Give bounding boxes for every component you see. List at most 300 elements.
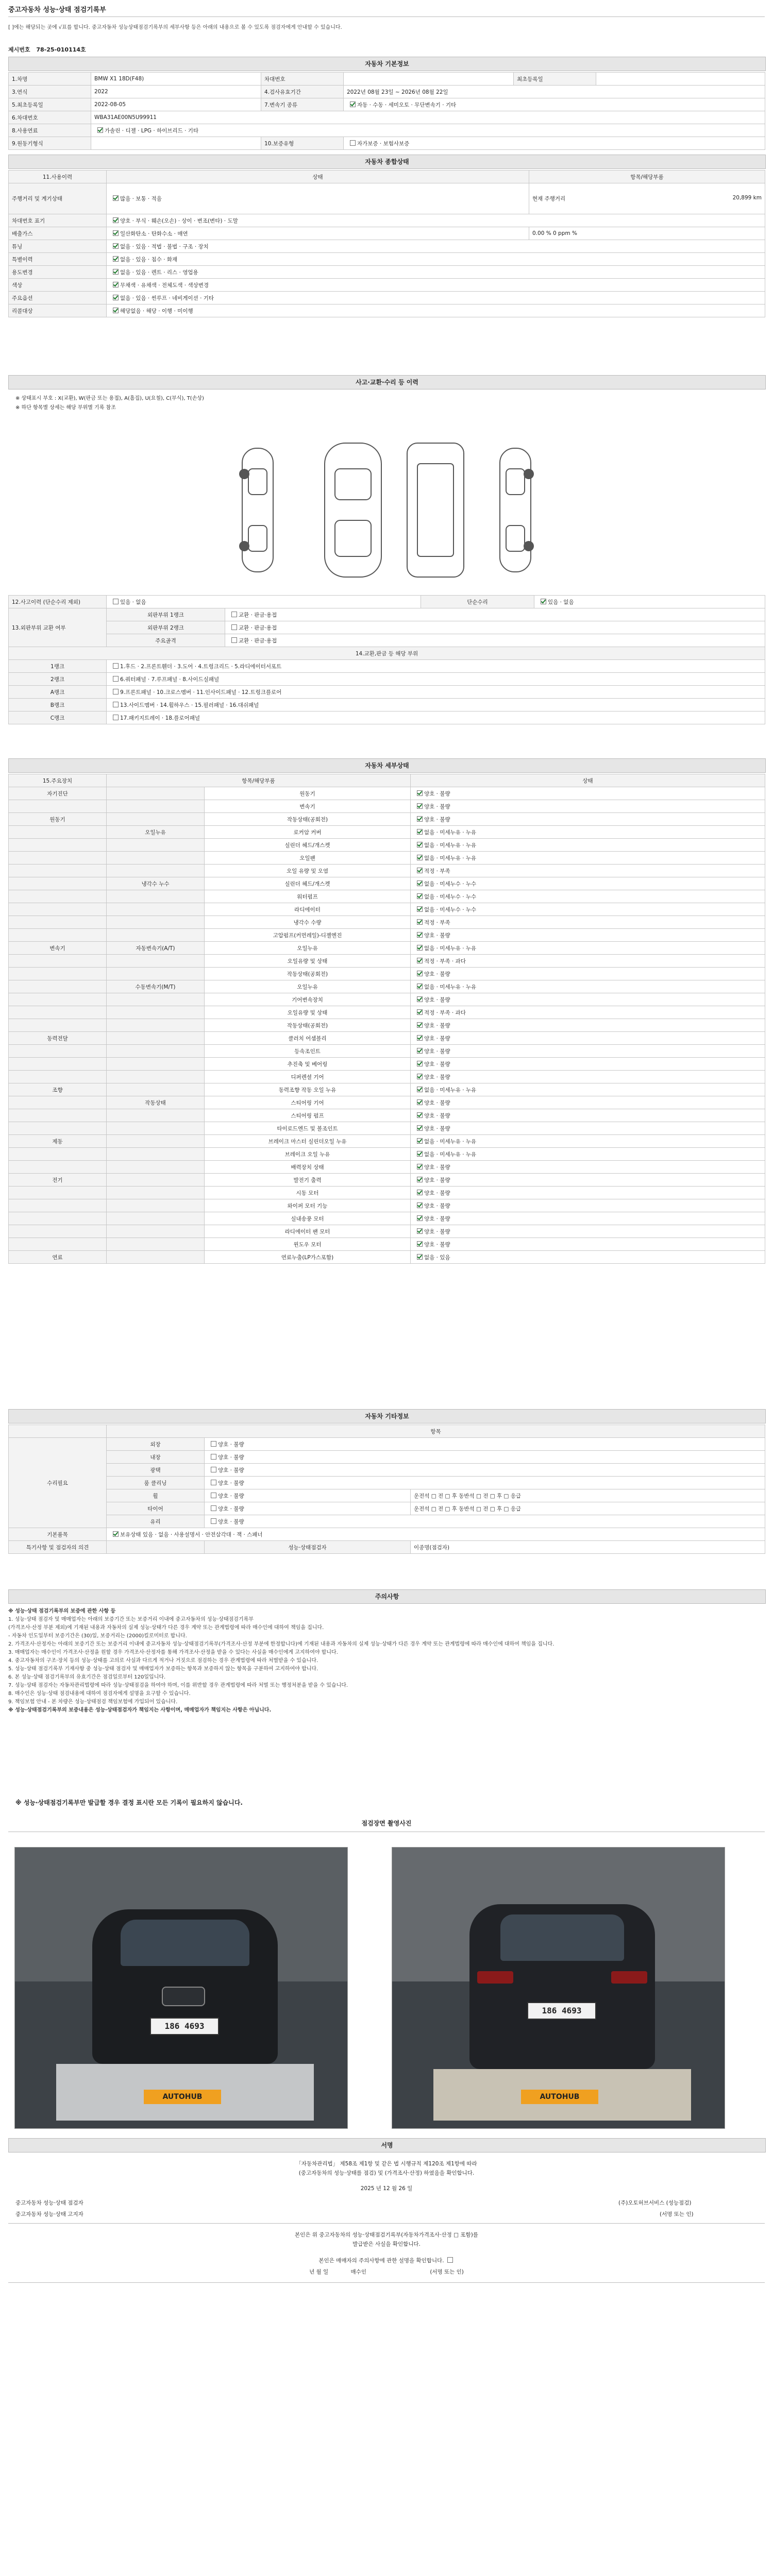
detail-group <box>9 865 107 877</box>
detail-group: 연료 <box>9 1251 107 1264</box>
checkbox-icon[interactable] <box>113 308 119 313</box>
checkbox-icon[interactable] <box>211 1505 216 1511</box>
pricer-label: 중고자동차 성능·상태 고지자 <box>15 2211 83 2217</box>
note-line: 5. 성능·상태 점검기록부 기재사항 중 성능·상태 점검자 및 매매업자가 보증하는 항목과 보증하지 않는 항목을 구분하여 고지하여야 합니다. <box>8 1666 318 1672</box>
tail-light-icon <box>477 1971 513 1984</box>
detail-state: 양호 · 불량 <box>411 968 765 980</box>
checkbox-icon[interactable] <box>113 195 119 201</box>
detail-row <box>9 1058 765 1071</box>
detail-state: 없음 · 미세누유 · 누유 <box>411 839 765 852</box>
checkbox-icon[interactable] <box>417 958 423 963</box>
detail-row <box>9 1251 765 1264</box>
detail-group: 자기진단 <box>9 787 107 800</box>
checkbox-icon[interactable] <box>417 1099 423 1105</box>
note-line: ※ 성능·상태 점검기록부의 보증에 관한 사항 등 <box>8 1608 116 1614</box>
detail-sub <box>107 890 205 903</box>
detail-item: 오일유량 및 상태 <box>205 1006 411 1019</box>
detail-row <box>9 916 765 929</box>
detail-group <box>9 1045 107 1058</box>
detail-state: 없음 · 미세누유 · 누유 <box>411 1148 765 1161</box>
checkbox-icon[interactable] <box>417 816 423 822</box>
checkbox-icon[interactable] <box>417 1035 423 1041</box>
detail-sub <box>107 968 205 980</box>
detail-group <box>9 800 107 813</box>
checkbox-icon[interactable] <box>417 893 423 899</box>
detail-state: 양호 · 불량 <box>411 1045 765 1058</box>
detail-sub <box>107 993 205 1006</box>
detail-item: 오일유량 및 상태 <box>205 955 411 968</box>
detail-sub <box>107 1071 205 1083</box>
note-line: 7. 성능·상태 점검자는 자동차관리법령에 따라 성능·상태점검을 하여야 하며, 이를 위반할 경우 관계법령에 따라 처벌 또는 행정처분을 받을 수 있습니다. <box>8 1683 348 1688</box>
checkbox-icon[interactable] <box>113 663 119 669</box>
basic-label-name: 1.차명 <box>9 73 91 86</box>
checkbox-icon[interactable] <box>541 599 546 604</box>
checkbox-icon[interactable] <box>417 1228 423 1234</box>
detail-row <box>9 929 765 942</box>
detail-item: 배력장치 상태 <box>205 1161 411 1174</box>
detail-row <box>9 1225 765 1238</box>
detail-group <box>9 1148 107 1161</box>
checkbox-icon[interactable] <box>231 637 237 643</box>
detail-sub <box>107 1058 205 1071</box>
checkbox-icon[interactable] <box>350 140 356 146</box>
general-row-state: 없음 · 있음 · 적법 · 불법 · 구조 · 장치 <box>107 240 765 253</box>
checkbox-icon[interactable] <box>113 1531 119 1537</box>
detail-row <box>9 800 765 813</box>
checkbox-icon[interactable] <box>113 217 119 223</box>
detail-group: 동력전달 <box>9 1032 107 1045</box>
general-row-state: 일산화탄소 · 탄화수소 · 매연 <box>107 227 529 240</box>
detail-group <box>9 877 107 890</box>
accident-row-sub: 외판부위 2랭크 <box>107 621 225 634</box>
detail-state: 양호 · 불량 <box>411 1199 765 1212</box>
basic-info-table <box>8 72 765 150</box>
note-line: (가격조사·산정 부분 제외)에 기재된 내용과 자동차의 실제 성능·상태가 다른 경우 계약 또는 관계법령에 따라 매수인에 대하여 책임을 집니다. <box>8 1625 324 1631</box>
general-row-label: 차대번호 표기 <box>9 214 107 227</box>
detail-row <box>9 1148 765 1161</box>
detail-state: 없음 · 미세누유 · 누유 <box>411 980 765 993</box>
detail-item: 워터펌프 <box>205 890 411 903</box>
detail-state: 없음 · 미세누수 · 누수 <box>411 890 765 903</box>
checkbox-icon[interactable] <box>113 295 119 300</box>
basic-label-year: 3.연식 <box>9 86 91 98</box>
accident-row-label2: 단순수리 <box>421 596 534 608</box>
checkbox-icon[interactable] <box>113 715 119 720</box>
other-row-label: 룸 클리닝 <box>107 1477 205 1489</box>
section-photos-title: 점검장면 촬영사진 <box>361 1820 412 1827</box>
checkbox-icon[interactable] <box>113 676 119 682</box>
general-row-label: 주행거리 및 계기상태 <box>9 183 107 214</box>
checkbox-icon[interactable] <box>211 1493 216 1498</box>
receiver-line: 본인은 매매자의 주의사항에 관한 설명을 확인합니다. <box>8 2257 765 2264</box>
checkbox-icon[interactable] <box>417 906 423 912</box>
checkbox-icon[interactable] <box>417 984 423 989</box>
note-line: 4. 중고자동차의 구조·장치 등의 성능·상태를 고의로 사실과 다르게 적거나 거짓으로 점검하는 경우 관계법령에 따라 처벌받을 수 있습니다. <box>8 1658 318 1664</box>
detail-sub <box>107 1135 205 1148</box>
checkbox-icon[interactable] <box>417 1164 423 1170</box>
detail-state: 없음 · 미세누수 · 누수 <box>411 877 765 890</box>
detail-sub <box>107 1187 205 1199</box>
general-row-label: 특별이력 <box>9 253 107 266</box>
detail-state: 없음 · 미세누유 · 누유 <box>411 1135 765 1148</box>
detail-group <box>9 826 107 839</box>
checkbox-icon[interactable] <box>113 689 119 694</box>
section-other-title: 자동차 기타정보 <box>8 1409 766 1423</box>
notice-text: [ ]에는 해당되는 곳에 √표를 합니다. 중고자동차 성능상태점검기록부의 세부사항 등은 아래의 내용으로 볼 수 있도록 점검자에게 안내할 수 있습니다. <box>8 25 342 30</box>
detail-item: 작동상태(공회전) <box>205 1019 411 1032</box>
general-head-state: 상태 <box>107 171 529 183</box>
note-line: 2. 가격조사·산정자는 아래의 보증기간 또는 보증거리 이내에 중고자동차 성능·상태점검기록부(가격조사·산정 부분에 한정합니다)에 기재된 내용과 자동차의 실제 성능·상태가 다른 경우 계약 또는 관계법령에 따라 매수인에 대하여 책임을 집니다. <box>8 1641 554 1647</box>
other-row-label: 유리 <box>107 1515 205 1528</box>
other-row-label: 내장 <box>107 1451 205 1464</box>
detail-sub <box>107 903 205 916</box>
checkbox-icon[interactable] <box>417 1138 423 1144</box>
detail-sub <box>107 800 205 813</box>
checkbox-icon[interactable] <box>417 1048 423 1054</box>
checkbox-icon[interactable] <box>211 1467 216 1472</box>
detail-group <box>9 955 107 968</box>
note-line: - 자동차 인도일부터 보증기간은 (30)일, 보증거리는 (2000)킬로미터로 합니다. <box>8 1633 187 1639</box>
detail-row <box>9 839 765 852</box>
brand-sign: AUTOHUB <box>521 2090 598 2104</box>
other-row-label: 광택 <box>107 1464 205 1477</box>
sign-date-2: 년 월 일 매수인 (서명 또는 인) <box>309 2269 464 2275</box>
detail-head-device: 15.주요장치 <box>9 774 107 787</box>
detail-state: 적정 · 부족 <box>411 865 765 877</box>
basic-label-vin: 차대번호 <box>261 73 344 86</box>
detail-sub <box>107 955 205 968</box>
checkbox-icon[interactable] <box>417 932 423 938</box>
inspector-value: (주)오토허브서비스 (성능점검) <box>618 2200 692 2206</box>
detail-state: 적정 · 부족 <box>411 916 765 929</box>
buyer-line-2: 발급받은 사실을 확인합니다. <box>352 2241 421 2247</box>
detail-state: 양호 · 불량 <box>411 1212 765 1225</box>
checkbox-icon[interactable] <box>417 880 423 886</box>
checkbox-icon[interactable] <box>97 127 103 133</box>
detail-sub: 수동변속기(M/T) <box>107 980 205 993</box>
checkbox-icon[interactable] <box>417 1087 423 1092</box>
detail-state: 양호 · 불량 <box>411 1096 765 1109</box>
detail-item: 브레이크 오일 누유 <box>205 1148 411 1161</box>
accident-row-opts: 교환 · 판금·용접 <box>225 608 765 621</box>
detail-row <box>9 1006 765 1019</box>
checkbox-icon[interactable] <box>211 1480 216 1485</box>
parts-title: 14.교환,판금 등 해당 부위 <box>9 647 765 660</box>
detail-item: 오일누유 <box>205 942 411 955</box>
detail-sub <box>107 916 205 929</box>
checkbox-icon[interactable] <box>417 1202 423 1208</box>
detail-row <box>9 1045 765 1058</box>
detail-row <box>9 993 765 1006</box>
detail-item: 작동상태(공회전) <box>205 968 411 980</box>
general-row-state: 없음 · 있음 · 렌트 · 리스 · 영업용 <box>107 266 765 279</box>
checkbox-icon[interactable] <box>417 945 423 951</box>
detail-sub <box>107 1199 205 1212</box>
checkbox-icon[interactable] <box>417 790 423 796</box>
parts-items: 6.쿼터패널 · 7.루프패널 · 8.사이드실패널 <box>107 673 765 686</box>
detail-group <box>9 1161 107 1174</box>
detail-sub <box>107 1251 205 1264</box>
detail-state: 양호 · 불량 <box>411 813 765 826</box>
checkbox-icon[interactable] <box>447 2257 453 2263</box>
detail-item: 타이로드엔드 및 볼조인트 <box>205 1122 411 1135</box>
checkbox-icon[interactable] <box>417 855 423 860</box>
detail-item: 냉각수 수량 <box>205 916 411 929</box>
detail-head-state: 상태 <box>411 774 765 787</box>
accident-row-opts: 교환 · 판금·용접 <box>225 621 765 634</box>
detail-group: 원동기 <box>9 813 107 826</box>
detail-item: 변속기 <box>205 800 411 813</box>
detail-row <box>9 968 765 980</box>
detail-group <box>9 1019 107 1032</box>
accident-legend-2: ※ 하단 항목별 상세는 해당 부위별 기록 참조 <box>15 405 116 411</box>
detail-group <box>9 839 107 852</box>
detail-sub <box>107 1122 205 1135</box>
checkbox-icon[interactable] <box>417 842 423 848</box>
checkbox-icon[interactable] <box>113 243 119 249</box>
checkbox-icon[interactable] <box>231 612 237 617</box>
section-notes-title: 주의사항 <box>8 1589 766 1604</box>
basic-value-year: 2022 <box>91 86 261 98</box>
car-outline-icon <box>222 433 551 587</box>
detail-state: 없음 · 미세누유 · 누유 <box>411 942 765 955</box>
detail-sub <box>107 1006 205 1019</box>
general-row-state: 없음 · 있음 · 침수 · 화재 <box>107 253 765 266</box>
general-head-parts: 항목/해당부품 <box>529 171 765 183</box>
general-row-label: 튜닝 <box>9 240 107 253</box>
other-info-table <box>8 1425 765 1554</box>
detail-item: 오일팬 <box>205 852 411 865</box>
basic-value-regdate: 2022-08-05 <box>91 98 261 111</box>
detail-group <box>9 1058 107 1071</box>
detail-sub <box>107 1019 205 1032</box>
checkbox-icon[interactable] <box>417 1215 423 1221</box>
detail-sub <box>107 839 205 852</box>
detail-row <box>9 1174 765 1187</box>
basic-label-firstreg: 최초등록일 <box>514 73 596 86</box>
checkbox-icon[interactable] <box>417 868 423 873</box>
checkbox-icon[interactable] <box>231 624 237 630</box>
detail-state: 양호 · 불량 <box>411 1187 765 1199</box>
checkbox-icon[interactable] <box>113 269 119 275</box>
detail-group: 변속기 <box>9 942 107 955</box>
detail-row <box>9 826 765 839</box>
opinion-label: 특기사항 및 점검자의 의견 <box>9 1541 107 1554</box>
detail-sub: 냉각수 누수 <box>107 877 205 890</box>
detail-state: 양호 · 불량 <box>411 1071 765 1083</box>
general-row-label: 주요옵션 <box>9 292 107 304</box>
checkbox-icon[interactable] <box>417 1112 423 1118</box>
detail-state: 양호 · 불량 <box>411 1058 765 1071</box>
parts-items: 17.패키지트레이 · 18.플로어패널 <box>107 711 765 724</box>
checkbox-icon[interactable] <box>417 1061 423 1066</box>
detail-row <box>9 877 765 890</box>
detail-group <box>9 980 107 993</box>
detail-state: 적정 · 부족 · 과다 <box>411 955 765 968</box>
license-plate: 186 4693 <box>150 2018 219 2035</box>
recipient-sign: (서명 또는 인) <box>430 2269 464 2275</box>
parts-items: 9.프론트패널 · 10.크로스멤버 · 11.인사이드패널 · 12.트렁크플로어 <box>107 686 765 699</box>
checkbox-icon[interactable] <box>417 1241 423 1247</box>
detail-sub <box>107 1045 205 1058</box>
general-row-state: 많음 · 보통 · 적음 <box>107 183 529 214</box>
checkbox-icon[interactable] <box>211 1454 216 1460</box>
note-line: 3. 매매업자는 매수인이 가격조사·산정을 원할 경우 가격조사·산정자를 통해 가격조사·산정을 받을 수 있다는 사실을 매수인에게 고지하여야 합니다. <box>8 1650 338 1655</box>
checkbox-icon[interactable] <box>417 1254 423 1260</box>
detail-row <box>9 1083 765 1096</box>
general-row-state: 무채색 · 유채색 · 전체도색 · 색상변경 <box>107 279 765 292</box>
detail-group <box>9 1122 107 1135</box>
detail-item: 디퍼렌셜 기어 <box>205 1071 411 1083</box>
checkbox-icon[interactable] <box>113 282 119 287</box>
car-rear-window <box>500 1914 624 1961</box>
basic-value-vin <box>344 73 514 86</box>
other-row-state: 양호 · 불량 <box>205 1489 411 1502</box>
notes-emphasis: ※ 성능·상태점검기록부만 발급할 경우 결정 표시란 모든 기록이 필요하지 않습니다. <box>15 1799 243 1806</box>
detail-state: 양호 · 불량 <box>411 1032 765 1045</box>
basic-items-state: 보유상태 있음 · 없음 · 사용설명서 · 안전삼각대 · 잭 · 스패너 <box>107 1528 765 1541</box>
other-row-extra: 운전석 □ 전 □ 후 동반석 □ 전 □ 후 □ 응급 <box>411 1489 765 1502</box>
detail-item: 와이퍼 모터 기능 <box>205 1199 411 1212</box>
detail-row <box>9 1032 765 1045</box>
detail-row <box>9 865 765 877</box>
checkbox-icon[interactable] <box>417 1177 423 1182</box>
detail-item: 로커암 커버 <box>205 826 411 839</box>
basic-value-warranty: 자가보증 · 보험사보증 <box>344 137 765 150</box>
kidney-grille-icon <box>162 1987 205 2006</box>
accident-row-opts: 교환 · 판금·용접 <box>225 634 765 647</box>
detail-item: 실내송풍 모터 <box>205 1212 411 1225</box>
detail-item: 발전기 출력 <box>205 1174 411 1187</box>
other-row-state: 양호 · 불량 <box>205 1515 765 1528</box>
accident-row-sub: 외판부위 1랭크 <box>107 608 225 621</box>
checkbox-icon[interactable] <box>417 1125 423 1131</box>
parts-items: 1.후드 · 2.프론트휀더 · 3.도어 · 4.트렁크리드 · 5.라디에이터서포트 <box>107 660 765 673</box>
detail-row <box>9 1122 765 1135</box>
checkbox-icon[interactable] <box>417 1151 423 1157</box>
checkbox-icon[interactable] <box>417 971 423 976</box>
detail-item: 동력조향 작동 오일 누유 <box>205 1083 411 1096</box>
detail-group: 조향 <box>9 1083 107 1096</box>
notes-list <box>8 1607 761 1715</box>
basic-value-chassis: WBA31AE00N5U99911 <box>91 111 765 124</box>
detail-row <box>9 890 765 903</box>
checkbox-icon[interactable] <box>113 256 119 262</box>
checkbox-icon[interactable] <box>417 1074 423 1079</box>
tail-light-icon <box>611 1971 647 1984</box>
checkbox-icon[interactable] <box>113 230 119 236</box>
basic-items-label: 기본품목 <box>9 1528 107 1541</box>
detail-row <box>9 1109 765 1122</box>
detail-item: 고압펌프(커먼레일)-디젤엔진 <box>205 929 411 942</box>
general-row-label: 리콜대상 <box>9 304 107 317</box>
section-basic-title: 자동차 기본정보 <box>8 57 766 71</box>
basic-label-chassis: 6.차대번호 <box>9 111 91 124</box>
checkbox-icon[interactable] <box>417 803 423 809</box>
brand-sign: AUTOHUB <box>144 2090 221 2104</box>
detail-state: 양호 · 불량 <box>411 1238 765 1251</box>
checkbox-icon[interactable] <box>417 829 423 835</box>
detail-state: 없음 · 미세누수 · 누수 <box>411 903 765 916</box>
detail-sub <box>107 1109 205 1122</box>
checkbox-icon[interactable] <box>350 101 356 107</box>
detail-state: 없음 · 미세누유 · 누유 <box>411 852 765 865</box>
basic-value-validity: 2022년 08월 23일 ~ 2026년 08월 22일 <box>344 86 765 98</box>
other-head: 항목 <box>107 1425 765 1438</box>
detail-row <box>9 1212 765 1225</box>
note-line: 1. 성능·상태 점검자 및 매매업자는 아래의 보증기간 또는 보증거리 이내에 중고자동차의 성능·상태점검기록부 <box>8 1617 254 1622</box>
detail-row <box>9 787 765 800</box>
doc-number-value: 78-25-010114호 <box>36 46 86 53</box>
other-row-label: 타이어 <box>107 1502 205 1515</box>
checkbox-icon[interactable] <box>113 702 119 707</box>
basic-label-warranty: 10.보증유형 <box>261 137 344 150</box>
checkbox-icon[interactable] <box>417 996 423 1002</box>
checkbox-icon[interactable] <box>211 1518 216 1524</box>
car-windshield <box>121 1920 249 1966</box>
detail-sub <box>107 787 205 800</box>
detail-state: 적정 · 부족 · 과다 <box>411 1006 765 1019</box>
detail-group <box>9 1006 107 1019</box>
checkbox-icon[interactable] <box>211 1441 216 1447</box>
detail-row <box>9 1096 765 1109</box>
detail-group <box>9 1109 107 1122</box>
checkbox-icon[interactable] <box>417 1190 423 1195</box>
other-row-state: 양호 · 불량 <box>205 1451 765 1464</box>
detail-sub <box>107 1212 205 1225</box>
other-row-extra: 운전석 □ 전 □ 후 동반석 □ 전 □ 후 □ 응급 <box>411 1502 765 1515</box>
detail-sub <box>107 1032 205 1045</box>
detail-item: 라디에이터 <box>205 903 411 916</box>
detail-table <box>8 774 765 1264</box>
detail-sub: 오일누유 <box>107 826 205 839</box>
detail-sub <box>107 1238 205 1251</box>
detail-row <box>9 1135 765 1148</box>
detail-item: 스티어링 기어 <box>205 1096 411 1109</box>
accident-legend: ※ 상태표시 부호 : X(교환), W(판금 또는 용접), A(흠집), U(요철), C(부식), T(손상) <box>15 396 204 401</box>
note-line: 8. 매수인은 성능·상태 점검내용에 대하여 점검자에게 설명을 요구할 수 있습니다. <box>8 1691 191 1697</box>
detail-item: 브레이크 마스터 실린더오일 누유 <box>205 1135 411 1148</box>
section-general-title: 자동차 종합상태 <box>8 155 766 169</box>
other-group-label: 수리필요 <box>9 1438 107 1528</box>
checkbox-icon[interactable] <box>113 599 119 604</box>
detail-item: 연료누출(LP가스포함) <box>205 1251 411 1264</box>
detail-sub <box>107 1083 205 1096</box>
checkbox-icon[interactable] <box>417 1022 423 1028</box>
detail-sub <box>107 852 205 865</box>
general-row-label: 배출가스 <box>9 227 107 240</box>
other-row-label: 휠 <box>107 1489 205 1502</box>
detail-group <box>9 1199 107 1212</box>
detail-group: 제동 <box>9 1135 107 1148</box>
detail-row <box>9 852 765 865</box>
detail-row <box>9 1071 765 1083</box>
checkbox-icon[interactable] <box>417 919 423 925</box>
detail-group <box>9 993 107 1006</box>
detail-sub <box>107 929 205 942</box>
detail-state: 양호 · 불량 <box>411 1122 765 1135</box>
checkbox-icon[interactable] <box>417 1009 423 1015</box>
detail-group <box>9 1212 107 1225</box>
document-title: 중고자동차 성능·상태 점검기록부 <box>8 6 106 14</box>
detail-row <box>9 1019 765 1032</box>
detail-state: 없음 · 미세누유 · 누유 <box>411 1083 765 1096</box>
sign-date: 2025 년 12 월 26 일 <box>360 2185 413 2192</box>
detail-item: 라디에이터 팬 모터 <box>205 1225 411 1238</box>
detail-group <box>9 916 107 929</box>
detail-state: 양호 · 불량 <box>411 993 765 1006</box>
detail-group <box>9 1096 107 1109</box>
